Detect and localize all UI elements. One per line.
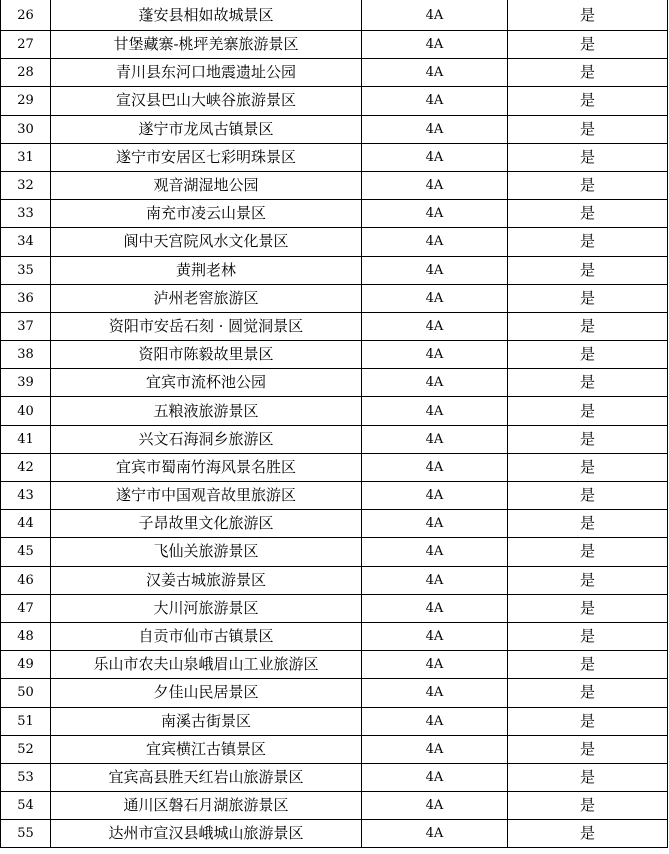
scenic-area-name-cell: 泸州老窖旅游区: [51, 284, 362, 312]
table-row: [1, 115, 668, 143]
scenic-area-name-cell: 乐山市农夫山泉峨眉山工业旅游区: [51, 651, 362, 679]
rating-level-cell: 4A: [362, 707, 508, 735]
row-number-cell: 54: [1, 792, 51, 820]
rating-level-cell: 4A: [362, 679, 508, 707]
row-number-cell: 35: [1, 256, 51, 284]
scenic-area-name-cell: 宜宾市流杯池公园: [51, 369, 362, 397]
status-flag-cell: 是: [508, 397, 668, 425]
rating-level-cell: 4A: [362, 763, 508, 791]
row-number-cell: 44: [1, 510, 51, 538]
row-number-cell: 40: [1, 397, 51, 425]
row-number-cell: 30: [1, 115, 51, 143]
rating-level-cell: 4A: [362, 538, 508, 566]
row-number-cell: 55: [1, 820, 51, 848]
scenic-area-name-cell: 通川区磐石月湖旅游景区: [51, 792, 362, 820]
table-row: [1, 143, 668, 171]
rating-level-cell: 4A: [362, 369, 508, 397]
status-flag-cell: 是: [508, 115, 668, 143]
row-number-cell: 39: [1, 369, 51, 397]
table-row: [1, 341, 668, 369]
scenic-area-name-cell: 黄荆老林: [51, 256, 362, 284]
rating-level-cell: 4A: [362, 87, 508, 115]
scenic-area-name-cell: 兴文石海洞乡旅游区: [51, 425, 362, 453]
scenic-area-name-cell: 观音湖湿地公园: [51, 171, 362, 199]
rating-level-cell: 4A: [362, 59, 508, 87]
rating-level-cell: 4A: [362, 115, 508, 143]
row-number-cell: 50: [1, 679, 51, 707]
status-flag-cell: 是: [508, 792, 668, 820]
row-number-cell: 43: [1, 482, 51, 510]
status-flag-cell: 是: [508, 369, 668, 397]
table-row: [1, 59, 668, 87]
row-number-cell: 47: [1, 594, 51, 622]
status-flag-cell: 是: [508, 594, 668, 622]
row-number-cell: 51: [1, 707, 51, 735]
rating-level-cell: 4A: [362, 171, 508, 199]
table-row: [1, 622, 668, 650]
status-flag-cell: 是: [508, 679, 668, 707]
row-number-cell: 32: [1, 171, 51, 199]
scenic-area-name-cell: 南溪古街景区: [51, 707, 362, 735]
table-row: [1, 425, 668, 453]
rating-level-cell: 4A: [362, 341, 508, 369]
status-flag-cell: 是: [508, 312, 668, 340]
row-number-cell: 53: [1, 763, 51, 791]
row-number-cell: 29: [1, 87, 51, 115]
rating-level-cell: 4A: [362, 397, 508, 425]
table-row: [1, 566, 668, 594]
row-number-cell: 38: [1, 341, 51, 369]
scenic-area-name-cell: 遂宁市龙凤古镇景区: [51, 115, 362, 143]
row-number-cell: 27: [1, 31, 51, 59]
scenic-area-name-cell: 遂宁市安居区七彩明珠景区: [51, 143, 362, 171]
rating-level-cell: 4A: [362, 622, 508, 650]
rating-level-cell: 4A: [362, 651, 508, 679]
scenic-area-name-cell: 达州市宣汉县峨城山旅游景区: [51, 820, 362, 848]
table-row: [1, 538, 668, 566]
scenic-area-name-cell: 南充市凌云山景区: [51, 200, 362, 228]
rating-level-cell: 4A: [362, 0, 508, 31]
row-number-cell: 46: [1, 566, 51, 594]
row-number-cell: 26: [1, 0, 51, 31]
table-row: [1, 707, 668, 735]
status-flag-cell: 是: [508, 425, 668, 453]
table-row: [1, 594, 668, 622]
row-number-cell: 36: [1, 284, 51, 312]
status-flag-cell: 是: [508, 566, 668, 594]
status-flag-cell: 是: [508, 171, 668, 199]
scenic-area-name-cell: 蓬安县相如故城景区: [51, 0, 362, 31]
rating-level-cell: 4A: [362, 566, 508, 594]
row-number-cell: 28: [1, 59, 51, 87]
row-number-cell: 42: [1, 453, 51, 481]
rating-level-cell: 4A: [362, 312, 508, 340]
table-row: [1, 482, 668, 510]
status-flag-cell: 是: [508, 763, 668, 791]
status-flag-cell: 是: [508, 707, 668, 735]
status-flag-cell: 是: [508, 453, 668, 481]
scenic-area-name-cell: 汉姜古城旅游景区: [51, 566, 362, 594]
table-row: [1, 820, 668, 848]
table-row: [1, 228, 668, 256]
scenic-area-name-cell: 自贡市仙市古镇景区: [51, 622, 362, 650]
table-row: [1, 87, 668, 115]
table-row: [1, 256, 668, 284]
table-row: [1, 397, 668, 425]
rating-level-cell: 4A: [362, 735, 508, 763]
scenic-area-name-cell: 子昂故里文化旅游区: [51, 510, 362, 538]
scenic-area-name-cell: 资阳市陈毅故里景区: [51, 341, 362, 369]
status-flag-cell: 是: [508, 143, 668, 171]
row-number-cell: 45: [1, 538, 51, 566]
status-flag-cell: 是: [508, 538, 668, 566]
status-flag-cell: 是: [508, 284, 668, 312]
scenic-area-name-cell: 甘堡藏寨-桃坪羌寨旅游景区: [51, 31, 362, 59]
table-row: [1, 651, 668, 679]
rating-level-cell: 4A: [362, 228, 508, 256]
rating-level-cell: 4A: [362, 482, 508, 510]
status-flag-cell: 是: [508, 228, 668, 256]
row-number-cell: 52: [1, 735, 51, 763]
table-row: [1, 171, 668, 199]
scenic-area-name-cell: 资阳市安岳石刻 · 圆觉洞景区: [51, 312, 362, 340]
status-flag-cell: 是: [508, 87, 668, 115]
status-flag-cell: 是: [508, 622, 668, 650]
rating-level-cell: 4A: [362, 425, 508, 453]
status-flag-cell: 是: [508, 0, 668, 31]
table-row: [1, 679, 668, 707]
scenic-area-name-cell: 五粮液旅游景区: [51, 397, 362, 425]
scenic-area-name-cell: 宣汉县巴山大峡谷旅游景区: [51, 87, 362, 115]
status-flag-cell: 是: [508, 510, 668, 538]
row-number-cell: 34: [1, 228, 51, 256]
scenic-area-name-cell: 宜宾高县胜天红岩山旅游景区: [51, 763, 362, 791]
scenic-area-name-cell: 青川县东河口地震遗址公园: [51, 59, 362, 87]
rating-level-cell: 4A: [362, 792, 508, 820]
status-flag-cell: 是: [508, 59, 668, 87]
status-flag-cell: 是: [508, 341, 668, 369]
status-flag-cell: 是: [508, 31, 668, 59]
table-body: [1, 0, 668, 848]
rating-level-cell: 4A: [362, 510, 508, 538]
rating-level-cell: 4A: [362, 31, 508, 59]
rating-level-cell: 4A: [362, 284, 508, 312]
status-flag-cell: 是: [508, 482, 668, 510]
table-row: [1, 0, 668, 31]
scenic-area-name-cell: 宜宾横江古镇景区: [51, 735, 362, 763]
scenic-area-name-cell: 夕佳山民居景区: [51, 679, 362, 707]
scenic-area-name-cell: 大川河旅游景区: [51, 594, 362, 622]
table-row: [1, 312, 668, 340]
row-number-cell: 37: [1, 312, 51, 340]
status-flag-cell: 是: [508, 735, 668, 763]
table-row: [1, 510, 668, 538]
row-number-cell: 31: [1, 143, 51, 171]
table-row: [1, 792, 668, 820]
rating-level-cell: 4A: [362, 143, 508, 171]
status-flag-cell: 是: [508, 200, 668, 228]
row-number-cell: 33: [1, 200, 51, 228]
rating-level-cell: 4A: [362, 453, 508, 481]
row-number-cell: 49: [1, 651, 51, 679]
table-row: [1, 763, 668, 791]
rating-level-cell: 4A: [362, 820, 508, 848]
status-flag-cell: 是: [508, 256, 668, 284]
scenic-area-name-cell: 阆中天宫院风水文化景区: [51, 228, 362, 256]
table-row: [1, 284, 668, 312]
table-row: [1, 735, 668, 763]
row-number-cell: 41: [1, 425, 51, 453]
rating-level-cell: 4A: [362, 200, 508, 228]
table-row: [1, 369, 668, 397]
status-flag-cell: 是: [508, 820, 668, 848]
table-row: [1, 453, 668, 481]
rating-level-cell: 4A: [362, 594, 508, 622]
scenic-area-name-cell: 飞仙关旅游景区: [51, 538, 362, 566]
row-number-cell: 48: [1, 622, 51, 650]
scenic-area-name-cell: 宜宾市蜀南竹海风景名胜区: [51, 453, 362, 481]
table-row: [1, 31, 668, 59]
table-row: [1, 200, 668, 228]
status-flag-cell: 是: [508, 651, 668, 679]
rating-level-cell: 4A: [362, 256, 508, 284]
scenic-area-name-cell: 遂宁市中国观音故里旅游区: [51, 482, 362, 510]
